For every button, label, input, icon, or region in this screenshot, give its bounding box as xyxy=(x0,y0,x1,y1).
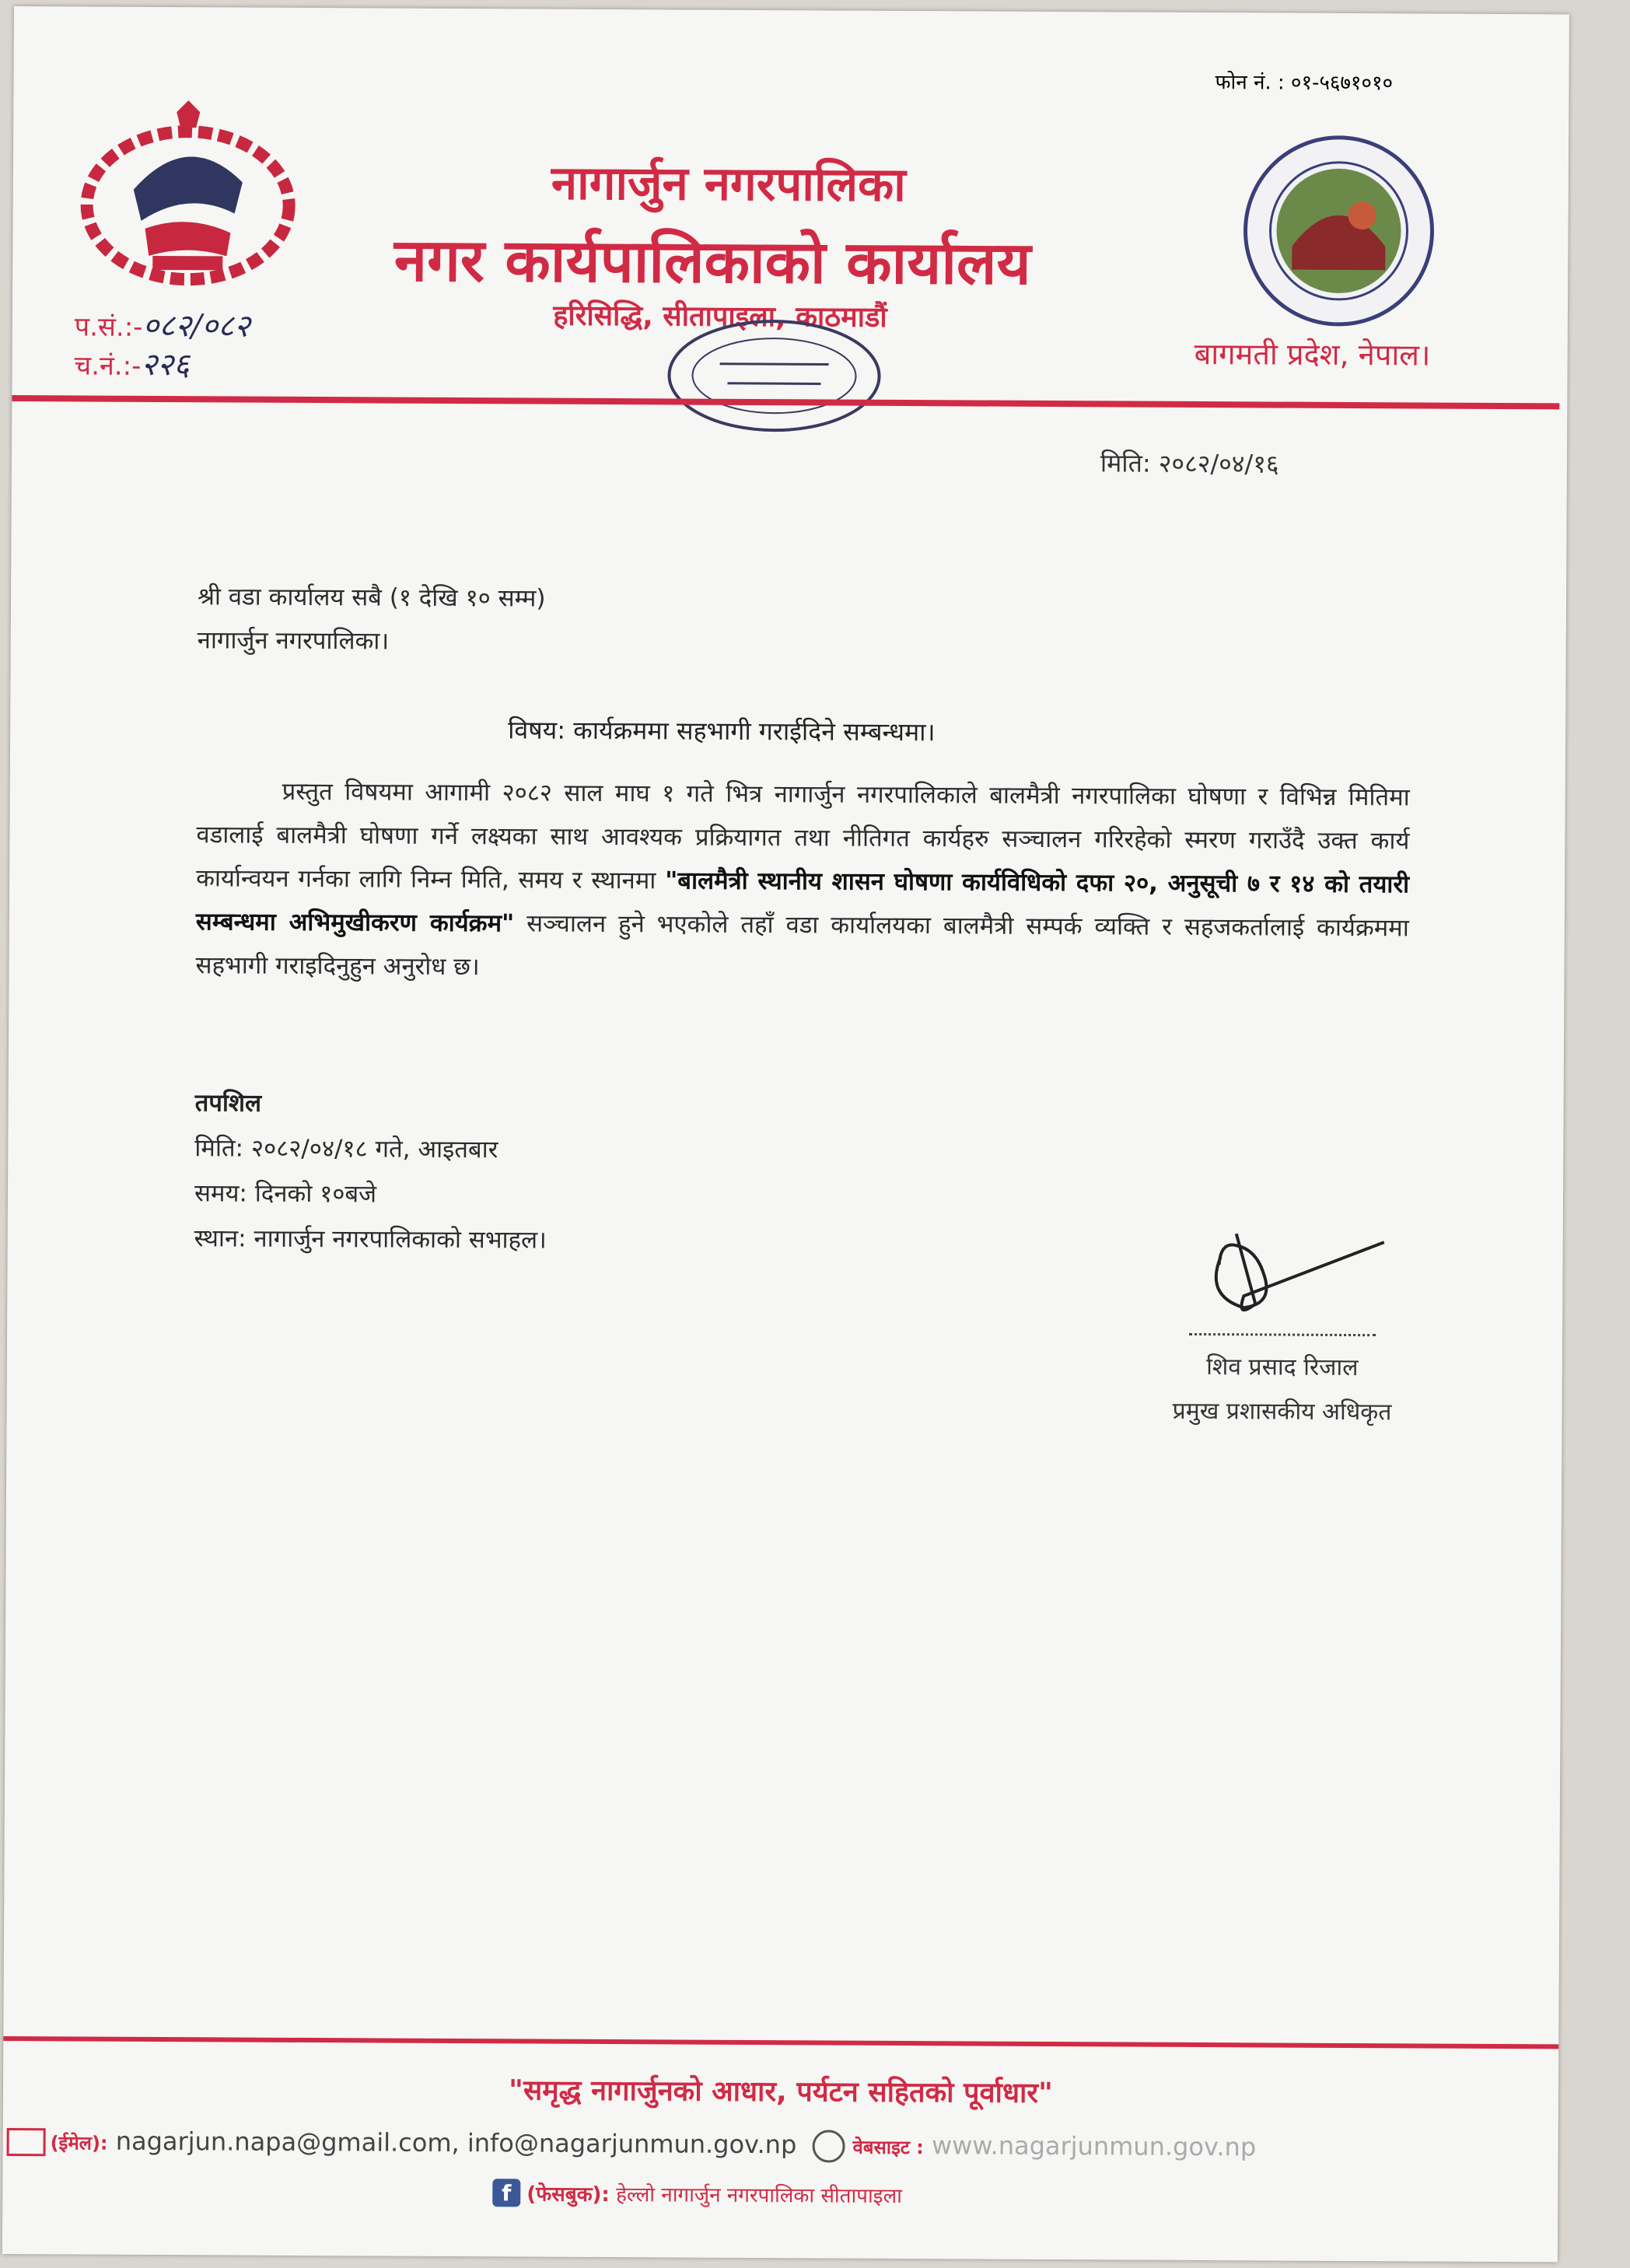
email-icon xyxy=(7,2128,46,2156)
facebook-icon: f xyxy=(492,2179,520,2207)
details-time: समय: दिनको १०बजे xyxy=(194,1179,377,1209)
recipient-line-2: नागार्जुन नगरपालिका। xyxy=(197,626,390,656)
dispatch-value: २२६ xyxy=(141,346,190,383)
office-name: नगर कार्यपालिकाको कार्यालय xyxy=(394,225,1031,298)
footer-facebook xyxy=(492,2179,902,2209)
signatory-title: प्रमुख प्रशासकीय अधिकृत xyxy=(1172,1397,1392,1426)
email-label: (ईमेल): xyxy=(50,2132,108,2154)
email-addresses: nagarjun.napa@gmail.com, info@nagarjunmun.gov.np xyxy=(115,2126,797,2160)
details-date: मिति: २०८२/०४/१८ गते, आइतबार xyxy=(194,1134,498,1164)
program-details xyxy=(194,1080,547,1262)
recipient-block xyxy=(198,575,1411,668)
details-heading: तपशिल xyxy=(194,1089,262,1118)
province-name: बागमती प्रदेश, नेपाल। xyxy=(1194,336,1431,373)
phone-number: फोन नं. : ०१-५६७१०१० xyxy=(1215,71,1394,96)
dispatch-number xyxy=(74,341,190,384)
office-address: हरिसिद्धि, सीतापाइला, काठमाडौं xyxy=(553,299,887,334)
reference-label: प.सं.:- xyxy=(74,311,143,343)
municipality-seal-icon xyxy=(1237,129,1440,332)
facebook-page: हेल्लो नागार्जुन नगरपालिका सीतापाइला xyxy=(616,2183,902,2209)
footer-slogan: "समृद्ध नागार्जुनको आधार, पर्यटन सहितको पूर्वाधार" xyxy=(509,2074,1053,2110)
recipient-line-1: श्री वडा कार्यालय सबै (१ देखि १० सम्म) xyxy=(197,583,546,613)
body-text-start: प्रस्तुत विषयमा आगामी २०८२ साल माघ १ गते भित्र नागार्जुन नगरपालिकाले बालमैत्री नगरपालिका घोषणा र विभिन्न मितिमा वडालाई बालमैत्री घोषणा गर्ने लक्ष्यका साथ आवश्यक प्रक्रियागत तथा नीतिगत कार्यहरु सञ्चालन गरिरहेको स्मरण गराउँदै उक्त कार्य कार्यान्वयन गर्नका लागि निम्न मिति, समय र स्थानमा xyxy=(196,777,1410,895)
website-url: www.nagarjunmun.gov.np xyxy=(931,2130,1257,2162)
footer-divider xyxy=(3,2036,1558,2049)
signatory-name: शिव प्रसाद रिजाल xyxy=(1206,1353,1359,1382)
reference-number xyxy=(75,302,250,345)
office-stamp-icon xyxy=(657,309,891,443)
letter-subject: विषय: कार्यक्रममा सहभागी गराईदिने सम्बन्धमा। xyxy=(508,715,936,747)
signature-line xyxy=(1189,1333,1376,1336)
letter-date: मिति: २०८२/०४/१६ xyxy=(1100,448,1279,479)
letter-body xyxy=(195,769,1409,993)
letter-page xyxy=(2,6,1569,2262)
dispatch-label: च.नं.:- xyxy=(74,350,142,382)
reference-value: ०८२/०८२ xyxy=(142,307,250,345)
signature-icon xyxy=(1189,1210,1423,1328)
municipality-name: नागार्जुन नगरपालिका xyxy=(551,156,906,213)
body-text-end: सञ्चालन हुने भएकोले तहाँ वडा कार्यालयका बालमैत्री सम्पर्क व्यक्ति र सहजकर्तालाई कार्यक्रममा सहभागी गराइदिनुहुन अनुरोध छ। xyxy=(195,909,1409,982)
body-text-program: "बालमैत्री स्थानीय शासन घोषणा कार्यविधिको दफा २०, अनुसूची ७ र १४ को तयारी सम्बन्धमा अभिमुखीकरण कार्यक्रम" xyxy=(195,866,1410,938)
globe-icon xyxy=(812,2130,845,2162)
footer-contact xyxy=(7,2126,1257,2165)
details-place: स्थान: नागार्जुन नगरपालिकाको सभाहल। xyxy=(194,1224,547,1255)
website-label: वेबसाइट : xyxy=(852,2136,924,2159)
signature-block xyxy=(1126,1333,1438,1427)
facebook-label: (फेसबुक): xyxy=(526,2182,610,2207)
